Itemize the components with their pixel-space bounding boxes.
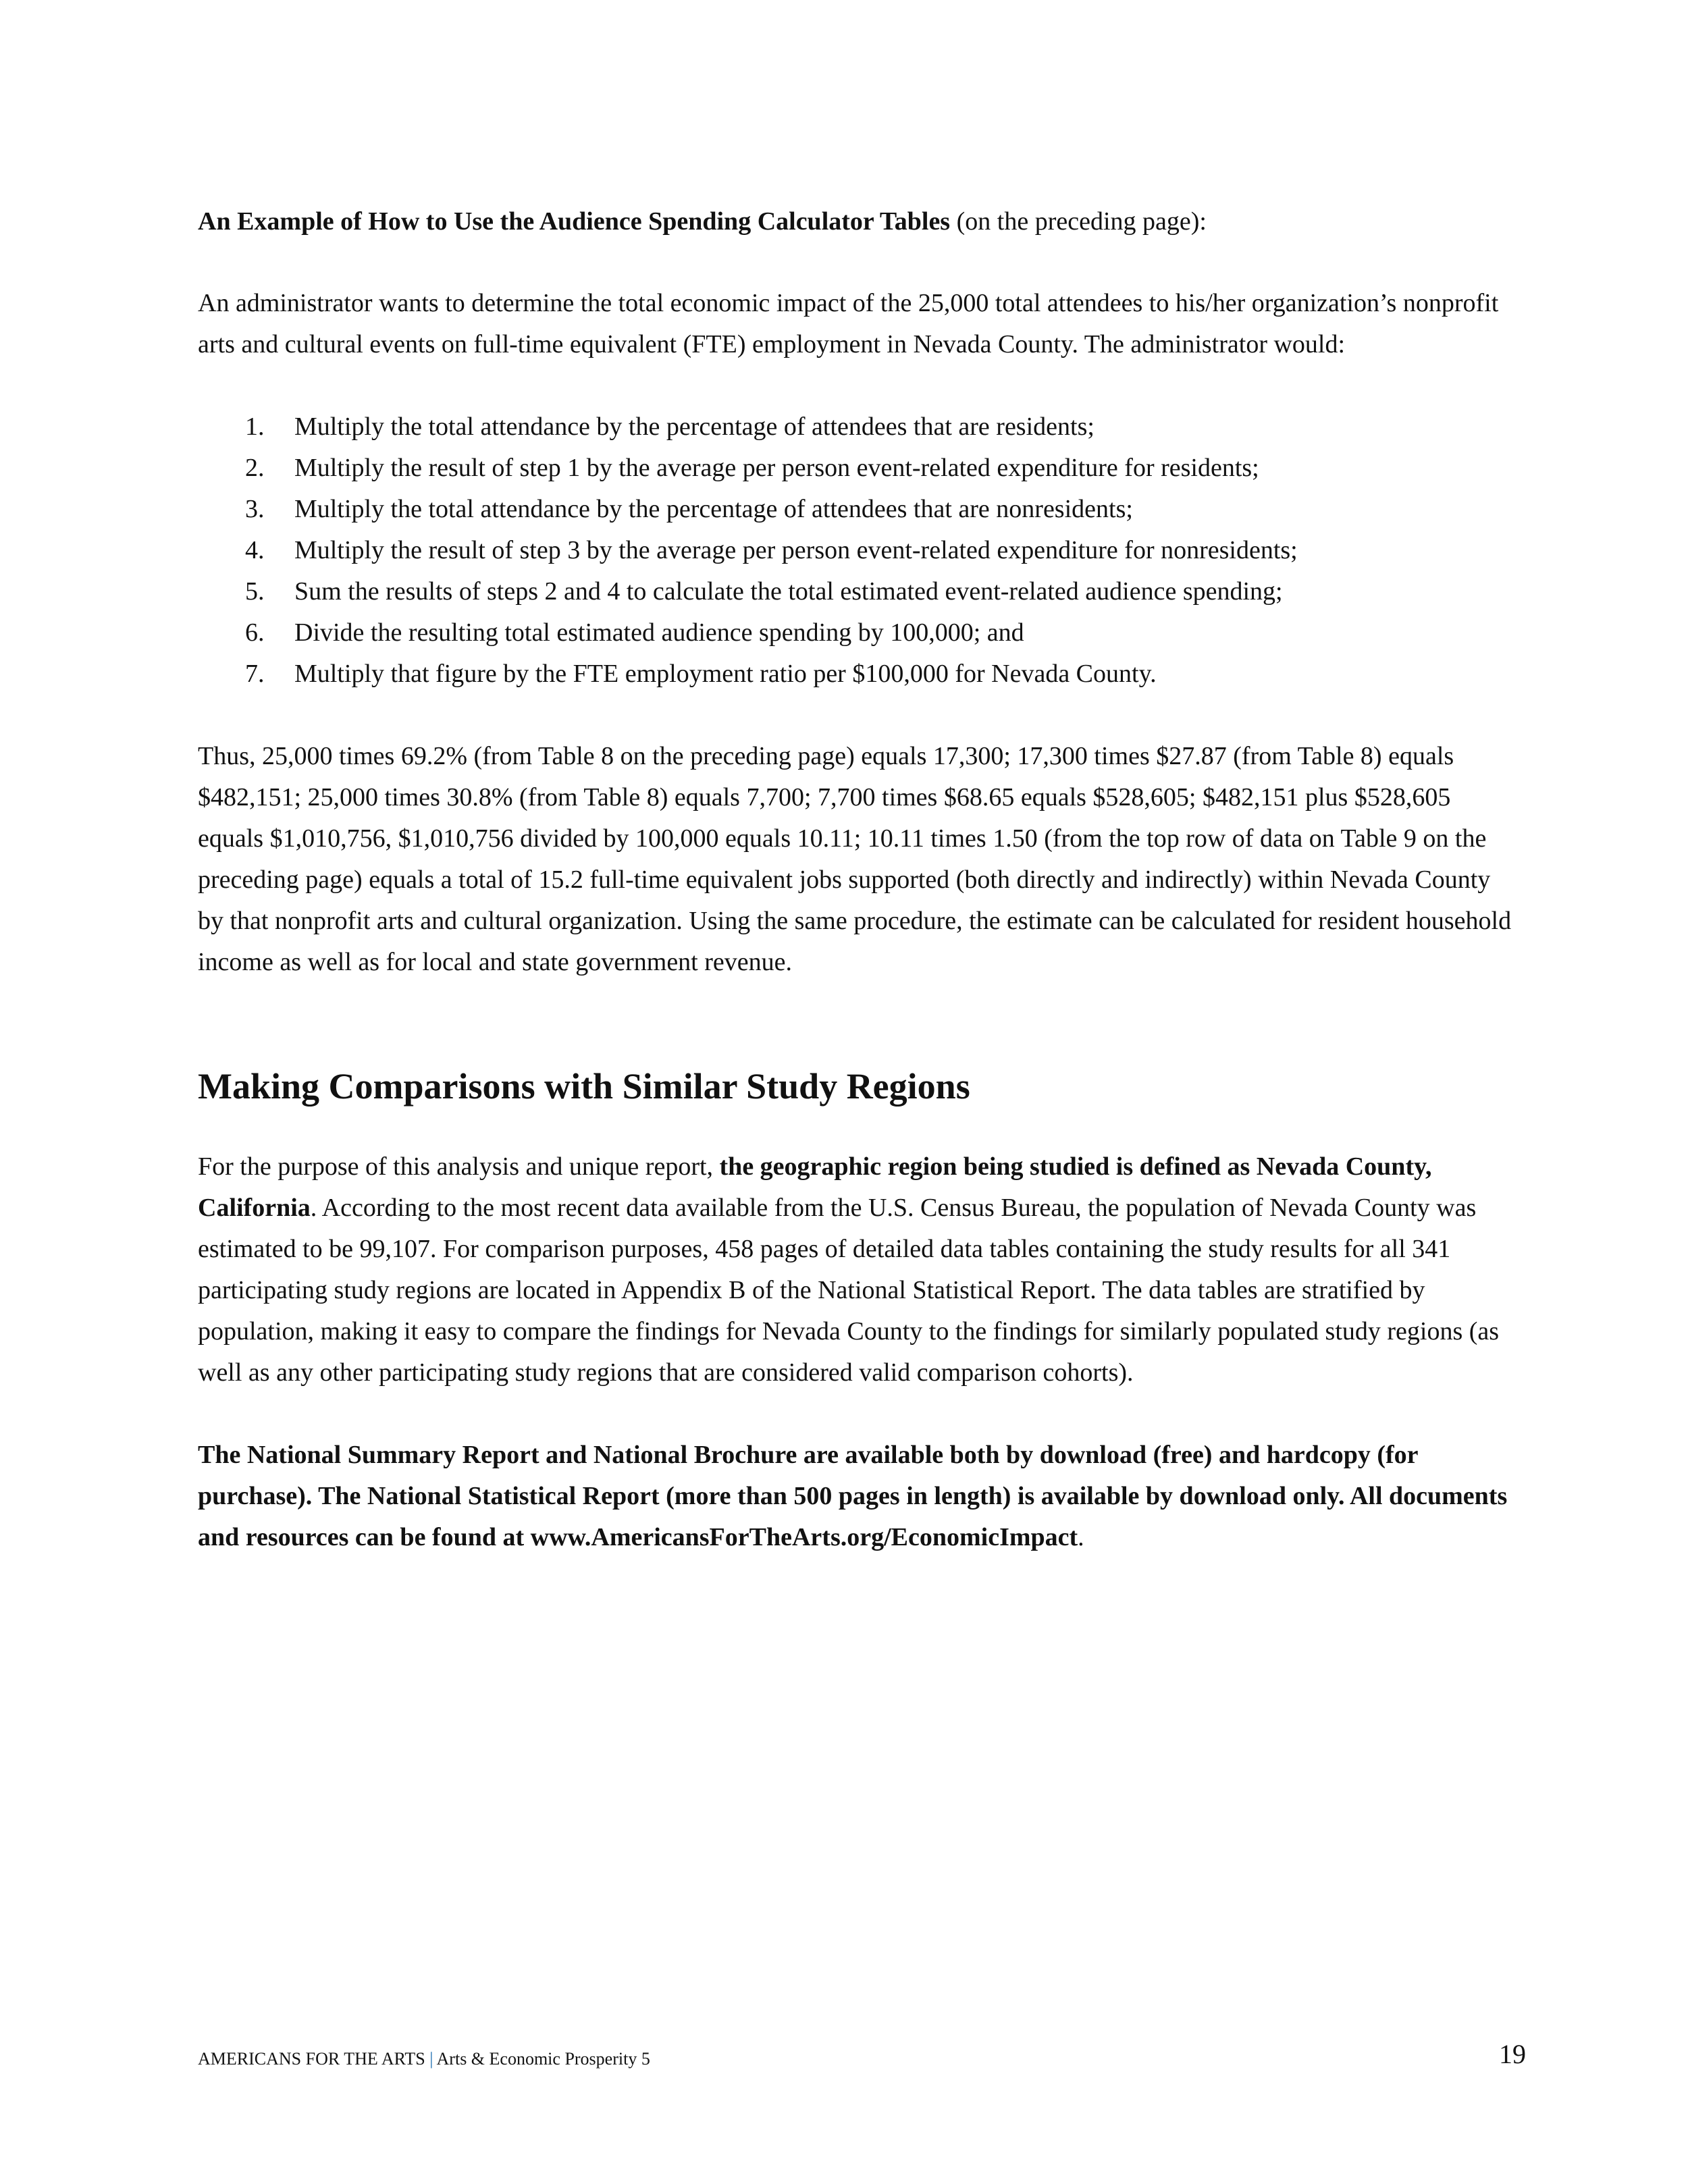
list-item-number: 2. <box>245 454 265 482</box>
list-item-text: Sum the results of steps 2 and 4 to calculate the total estimated event-related audience spending; <box>294 577 1283 606</box>
steps-list <box>198 406 1521 695</box>
list-item-text: Multiply the result of step 3 by the average per person event-related expenditure for nonresidents; <box>294 536 1298 564</box>
list-item <box>198 530 1521 571</box>
footer-report-name: Arts & Economic Prosperity 5 <box>436 2049 650 2069</box>
comparison-lead-text: For the purpose of this analysis and unique report, <box>198 1152 720 1181</box>
example-heading-bold: An Example of How to Use the Audience Spending Calculator Tables <box>198 207 951 236</box>
list-item-number: 7. <box>245 660 265 688</box>
footer-title <box>198 2049 650 2069</box>
calculation-paragraph: Thus, 25,000 times 69.2% (from Table 8 on the preceding page) equals 17,300; 17,300 times $27.87 (from Table 8) equals $482,151; 25,000 times 30.8% (from Table 8) equals 7,700; 7,700 times $68.65 equals $528,605; $482,151 plus $528,605 equals $1,010,756, $1,010,756 divided by 100,000 equals 10.11; 10.11 times 1.50 (from the top row of data on Table 9 on the preceding page) equals a total of 15.2 full-time equivalent jobs supported (both directly and indirectly) within Nevada County by that nonprofit arts and cultural organization. Using the same procedure, the estimate can be calculated for resident household income as well as for local and state government revenue. <box>198 742 1512 976</box>
list-item-text: Multiply the total attendance by the percentage of attendees that are residents; <box>294 412 1094 441</box>
list-item-number: 6. <box>245 618 265 647</box>
list-item <box>198 571 1521 612</box>
availability-period: . <box>1078 1523 1084 1551</box>
comparison-rest-text: . According to the most recent data available from the U.S. Census Bureau, the population of Nevada County was estimated to be 99,107. For comparison purposes, 458 pages of detailed data tables containing the study results for all 341 participating study regions are located in Appendix B of the National Statistical Report. The data tables are stratified by population, making it easy to compare the findings for Nevada County to the findings for similarly populated study regions (as well as any other participating study regions that are considered valid comparison cohorts). <box>198 1194 1500 1387</box>
comparison-bold-text: the geographic region being studied is defined as Nevada County, California <box>198 1152 1432 1222</box>
list-item-text: Multiply the result of step 1 by the average per person event-related expenditure for residents; <box>294 454 1259 482</box>
list-item <box>198 406 1521 448</box>
list-item <box>198 489 1521 530</box>
list-item-number: 4. <box>245 536 265 564</box>
list-item-text: Divide the resulting total estimated audience spending by 100,000; and <box>294 618 1024 647</box>
list-item-number: 5. <box>245 577 265 606</box>
page-number: 19 <box>1499 2039 1526 2069</box>
comparison-paragraph <box>198 1146 1521 1393</box>
list-item-text: Multiply the total attendance by the percentage of attendees that are nonresidents; <box>294 495 1133 523</box>
list-item <box>198 612 1521 654</box>
example-heading-rest: (on the preceding page): <box>950 207 1207 236</box>
list-item-number: 3. <box>245 495 265 523</box>
footer-org: AMERICANS FOR THE ARTS <box>198 2049 425 2069</box>
list-item-text: Multiply that figure by the FTE employment ratio per $100,000 for Nevada County. <box>294 660 1157 688</box>
example-intro-paragraph: An administrator wants to determine the total economic impact of the 25,000 total attendees to his/her organization’s nonprofit arts and cultural events on full-time equivalent (FTE) employment in Nevada County. The administrator would: <box>198 289 1499 358</box>
footer-separator: | <box>425 2049 437 2069</box>
list-item <box>198 654 1521 695</box>
page-body <box>198 201 1521 1558</box>
list-item <box>198 448 1521 489</box>
example-heading <box>198 201 1521 242</box>
availability-text: The National Summary Report and National Brochure are available both by download (free) and hardcopy (for purchase). The National Statistical Report (more than 500 pages in length) is available by download only. All documents and resources can be found at www.AmericansForTheArts.org/EconomicImpact <box>198 1441 1508 1551</box>
list-item-number: 1. <box>245 412 265 441</box>
page-footer <box>198 2035 1526 2069</box>
availability-paragraph <box>198 1435 1521 1558</box>
section-heading: Making Comparisons with Similar Study Regions <box>198 1066 970 1107</box>
